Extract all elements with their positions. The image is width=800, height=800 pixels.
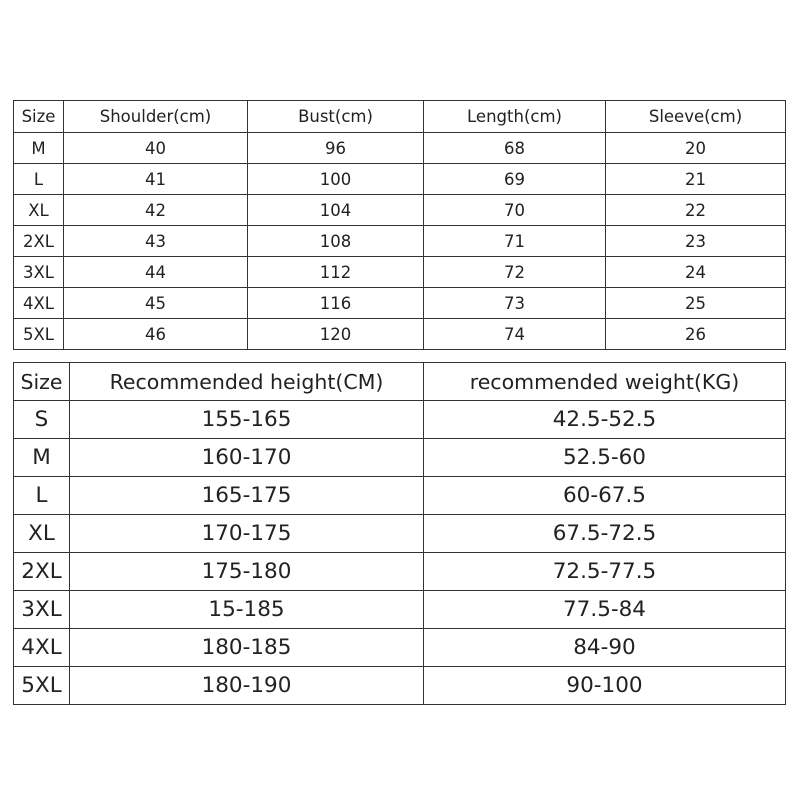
column-header: Shoulder(cm) — [64, 101, 248, 133]
table-cell: 112 — [248, 257, 424, 288]
table-row — [14, 133, 786, 164]
table-row — [14, 288, 786, 319]
table-cell: 67.5-72.5 — [424, 515, 786, 553]
table-cell: 42.5-52.5 — [424, 401, 786, 439]
size-cell: 4XL — [14, 629, 70, 667]
table-cell: 26 — [606, 319, 786, 350]
table-cell: 25 — [606, 288, 786, 319]
size-cell: L — [14, 164, 64, 195]
table-row — [14, 319, 786, 350]
table-cell: 20 — [606, 133, 786, 164]
table-row — [14, 439, 786, 477]
column-header: Recommended height(CM) — [70, 363, 424, 401]
size-cell: 3XL — [14, 591, 70, 629]
size-cell: S — [14, 401, 70, 439]
table-cell: 72.5-77.5 — [424, 553, 786, 591]
size-cell: M — [14, 439, 70, 477]
table-cell: 21 — [606, 164, 786, 195]
table-row — [14, 515, 786, 553]
table-row — [14, 164, 786, 195]
table-cell: 120 — [248, 319, 424, 350]
table-cell: 71 — [424, 226, 606, 257]
table-row — [14, 195, 786, 226]
size-cell: 4XL — [14, 288, 64, 319]
size-cell: M — [14, 133, 64, 164]
table-cell: 175-180 — [70, 553, 424, 591]
column-header: Size — [14, 101, 64, 133]
size-measurements-table — [13, 100, 786, 350]
table-cell: 45 — [64, 288, 248, 319]
table-cell: 155-165 — [70, 401, 424, 439]
table-header-row — [14, 363, 786, 401]
table-row — [14, 226, 786, 257]
table-cell: 40 — [64, 133, 248, 164]
table-cell: 108 — [248, 226, 424, 257]
column-header: recommended weight(KG) — [424, 363, 786, 401]
table-cell: 100 — [248, 164, 424, 195]
table-cell: 74 — [424, 319, 606, 350]
table-cell: 77.5-84 — [424, 591, 786, 629]
table-cell: 46 — [64, 319, 248, 350]
table-cell: 23 — [606, 226, 786, 257]
table-cell: 68 — [424, 133, 606, 164]
table-cell: 60-67.5 — [424, 477, 786, 515]
table-cell: 24 — [606, 257, 786, 288]
size-cell: L — [14, 477, 70, 515]
table-cell: 84-90 — [424, 629, 786, 667]
table-cell: 70 — [424, 195, 606, 226]
table-cell: 15-185 — [70, 591, 424, 629]
table-row — [14, 667, 786, 705]
size-cell: 5XL — [14, 319, 64, 350]
table-cell: 104 — [248, 195, 424, 226]
size-cell: 2XL — [14, 226, 64, 257]
table-cell: 43 — [64, 226, 248, 257]
table-cell: 170-175 — [70, 515, 424, 553]
table-cell: 116 — [248, 288, 424, 319]
size-cell: XL — [14, 195, 64, 226]
table-cell: 73 — [424, 288, 606, 319]
table-cell: 52.5-60 — [424, 439, 786, 477]
size-cell: 3XL — [14, 257, 64, 288]
column-header: Sleeve(cm) — [606, 101, 786, 133]
column-header: Bust(cm) — [248, 101, 424, 133]
table-cell: 41 — [64, 164, 248, 195]
table-row — [14, 591, 786, 629]
size-cell: 2XL — [14, 553, 70, 591]
size-cell: 5XL — [14, 667, 70, 705]
table-cell: 96 — [248, 133, 424, 164]
table-cell: 160-170 — [70, 439, 424, 477]
table-cell: 90-100 — [424, 667, 786, 705]
table-cell: 42 — [64, 195, 248, 226]
table-cell: 72 — [424, 257, 606, 288]
table-cell: 69 — [424, 164, 606, 195]
table-cell: 180-185 — [70, 629, 424, 667]
table-row — [14, 401, 786, 439]
column-header: Length(cm) — [424, 101, 606, 133]
table-header-row — [14, 101, 786, 133]
size-recommendation-table — [13, 362, 786, 705]
table-cell: 180-190 — [70, 667, 424, 705]
table-row — [14, 257, 786, 288]
table-cell: 22 — [606, 195, 786, 226]
table-cell: 165-175 — [70, 477, 424, 515]
size-cell: XL — [14, 515, 70, 553]
table-row — [14, 477, 786, 515]
table-cell: 44 — [64, 257, 248, 288]
column-header: Size — [14, 363, 70, 401]
table-row — [14, 553, 786, 591]
table-row — [14, 629, 786, 667]
